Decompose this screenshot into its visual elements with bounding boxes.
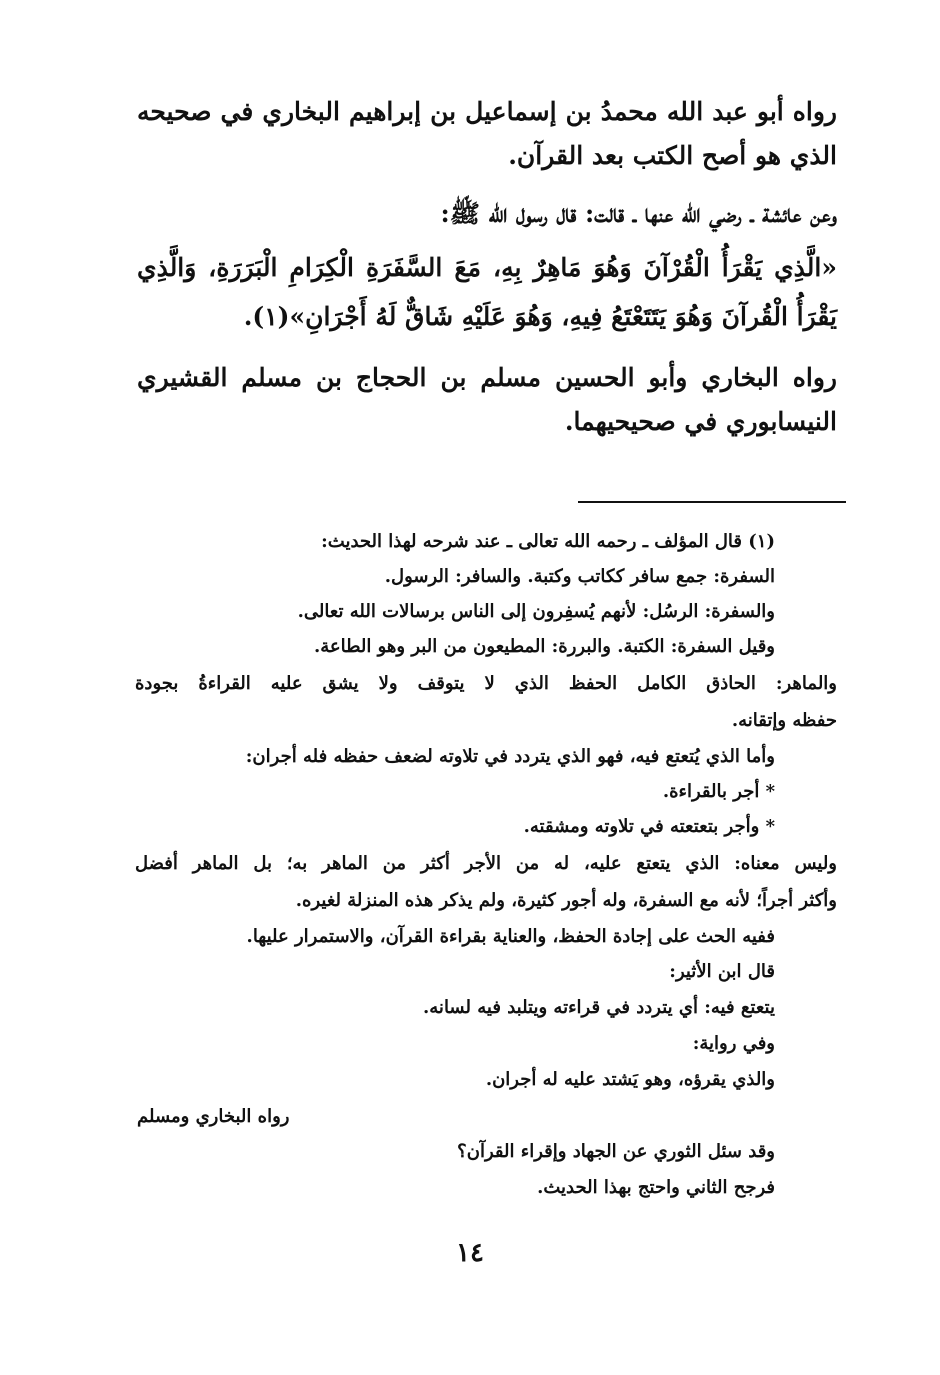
footnote-bullet: * أجر بالقراءة.	[662, 781, 775, 802]
paragraph-1-line-1: رواه أبو عبد الله محمدُ بن إسماعيل بن إبراهيم البخاري في صحيحه	[137, 97, 837, 126]
footnote-source: رواه البخاري ومسلم	[137, 1106, 290, 1127]
footnote-line: قال ابن الأثير:	[669, 961, 775, 982]
footnote-line: (١) قال المؤلف ـ رحمه الله تعالى ـ عند شرحه لهذا الحديث:	[321, 531, 775, 552]
footnote-line: وقيل السفرة: الكتبة. والبررة: المطيعون من البر وهو الطاعة.	[313, 636, 775, 657]
footnote-tail-line: وقد سئل الثوري عن الجهاد وإقراء القرآن؟	[457, 1141, 775, 1162]
paragraph-2: وعن عائشة ـ رضي الله عنها ـ قالت: قال رسول الله ﷺ:	[440, 199, 837, 228]
footnote-line: حفظه وإتقانه.	[731, 710, 837, 731]
footnote-line: والذي يقرؤه، وهو يَشتد عليه له أجران.	[485, 1069, 775, 1090]
footnote-line: وفي رواية:	[692, 1033, 775, 1054]
footnote-line: ففيه الحث على إجادة الحفظ، والعناية بقراءة القرآن، والاستمرار عليها.	[246, 926, 775, 947]
hadith-line-2: يَقْرَأُ الْقُرآنَ وَهُوَ يَتَتَعْتَعُ فِيهِ، وَهُوَ عَلَيْهِ شَاقٌّ لَهُ أَجْرَانِ»(١).	[243, 302, 837, 331]
paragraph-3-line-2: النيسابوري في صحيحيهما.	[564, 407, 837, 436]
footnote-line: والسفرة: الرسُل: لأنهم يُسفِرون إلى الناس برسالات الله تعالى.	[297, 601, 775, 622]
footnote-line: والماهر: الحاذق الكامل الحفظ الذي لا يتوقف ولا يشق عليه القراءةُ بجودة	[135, 673, 837, 694]
footnote-bullet: * وأجر بتعتعته في تلاوته ومشقته.	[523, 816, 775, 837]
footnote-tail-line: فرجح الثاني واحتج بهذا الحديث.	[537, 1177, 775, 1198]
footnote-line: وأما الذي يُتعتع فيه، فهو الذي يتردد في تلاوته لضعف حفظه فله أجران:	[245, 746, 775, 767]
paragraph-1-line-2: الذي هو أصح الكتب بعد القرآن.	[508, 141, 837, 170]
footnote-line: وأكثر أجراً؛ لأنه مع السفرة، وله أجور كثيرة، ولم يذكر هذه المنزلة لغيره.	[295, 890, 837, 911]
paragraph-3-line-1: رواه البخاري وأبو الحسين مسلم بن الحجاج بن مسلم القشيري	[137, 363, 837, 392]
footnote-line: السفرة: جمع سافر ككاتب وكتبة. والسافر: الرسول.	[384, 566, 775, 587]
footnote-separator	[578, 501, 846, 503]
hadith-line-1: «الَّذِي يَقْرَأُ الْقُرْآنَ وَهُوَ مَاهِرٌ بِهِ، مَعَ السَّفَرَةِ الْكِرَامِ الْبَرَرَةِ، وَالَّذِي	[137, 253, 837, 282]
footnote-line: وليس معناه: الذي يتعتع عليه، له من الأجر أكثر من الماهر به؛ بل الماهر أفضل	[135, 853, 837, 874]
footnote-line: يتعتع فيه: أي يتردد في قراءته ويتلبد فيه لسانه.	[423, 997, 775, 1018]
page-number: ١٤	[456, 1238, 484, 1268]
